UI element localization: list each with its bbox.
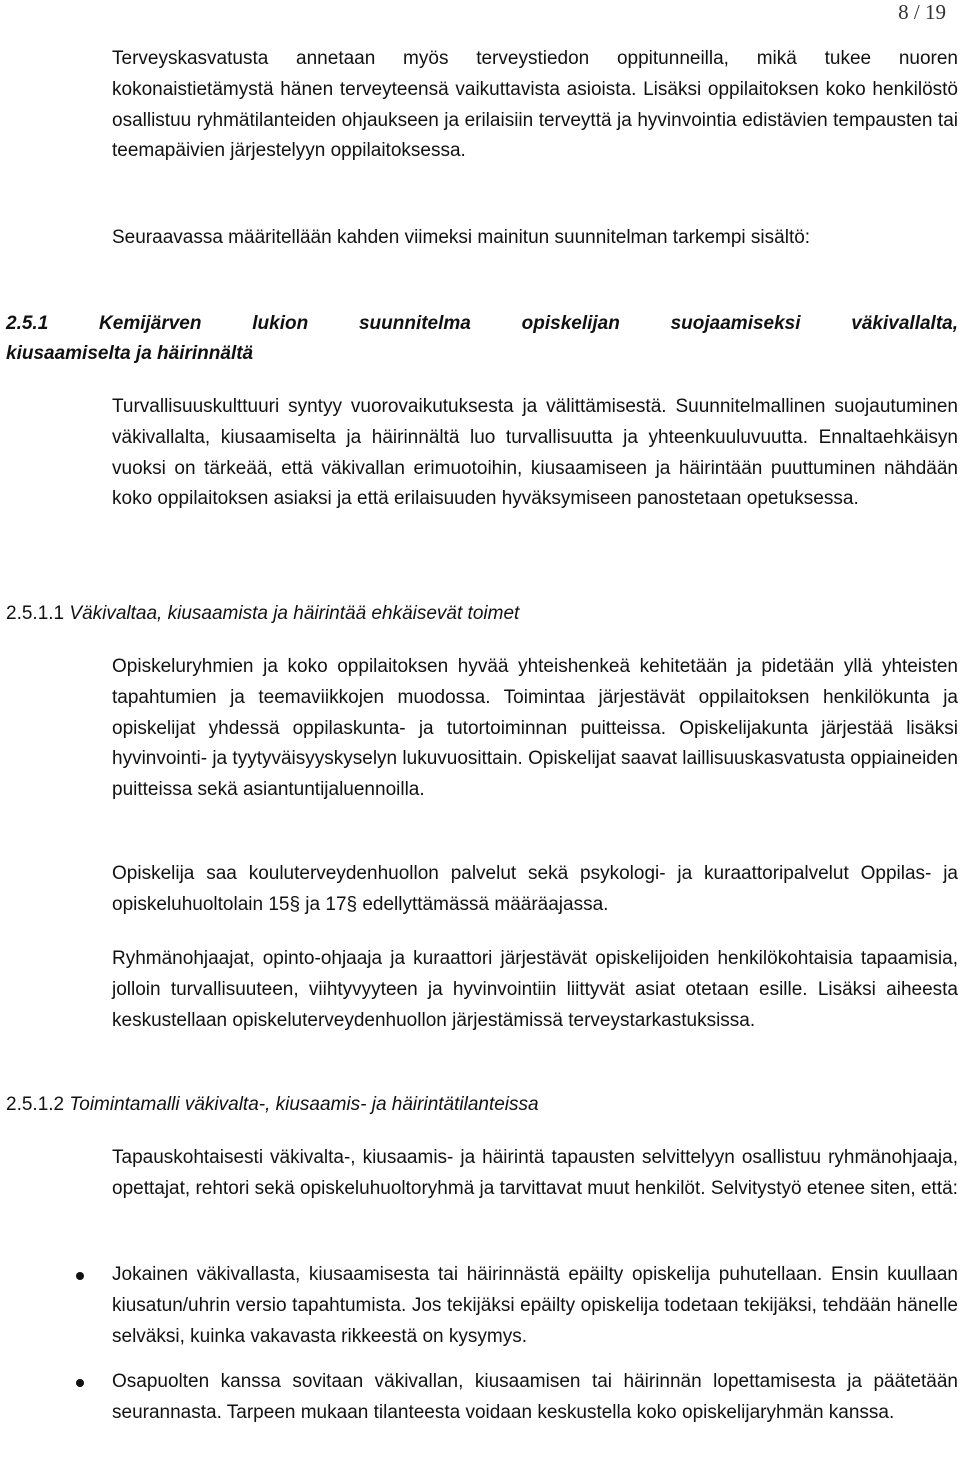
list-item: [0, 1260, 958, 1352]
section-heading-line-1: [6, 309, 958, 339]
subsection-2-5-1-2-paragraph: Tapauskohtaisesti väkivalta-, kiusaamis- ja häirintä tapausten selvittelyyn osallistuu ryhmänohjaaja, opettajat, rehtori sekä opiskeluhuoltoryhmä ja tarvittavat muut henkilöt. Selvitystyö etenee siten, että:: [112, 1147, 958, 1199]
list-item-text: Osapuolten kanssa sovitaan väkivallan, kiusaamisen tai häirinnän lopettamisesta ja päätetään seurannasta. Tarpeen mukaan tilanteesta voidaan keskustella koko opiskelijaryhmän kanssa.: [112, 1371, 958, 1424]
bullet-icon: [76, 1272, 84, 1280]
list-item-text: Jokainen väkivallasta, kiusaamisesta tai häirinnästä epäilty opiskelija puhutellaan. Ensin kuullaan kiusatun/uhrin versio tapahtumista. Jos tekijäksi epäilty opiskelija todetaan tekijäksi, tehdään hänelle selväksi, kuinka vakavasta rikkeestä on kysymys.: [112, 1264, 958, 1347]
subsection-heading-2-5-1-1: [6, 599, 958, 629]
section-heading-line-1-text: 2.5.1 Kemijärven lukion suunnitelma opiskelijan suojaamiseksi väkivallalta,: [6, 313, 958, 334]
bullet-icon: [76, 1379, 84, 1387]
subsection-title: Toimintamalli väkivalta-, kiusaamis- ja häirintätilanteissa: [69, 1094, 539, 1115]
intro-paragraph-1: Terveyskasvatusta annetaan myös terveystiedon oppitunneilla, mikä tukee nuoren kokonaistietämystä hänen terveyteensä vaikuttavista asioista. Lisäksi oppilaitoksen koko henkilöstö osallistuu ryhmätilanteiden ohjaukseen ja erilaisiin terveyttä ja hyvinvointia edistävien tempausten tai teemapäivien järjestelyyn oppilaitoksessa.: [112, 48, 958, 162]
subsection-2-5-1-1-paragraph-2: Opiskelija saa kouluterveydenhuollon palvelut sekä psykologi- ja kuraattoripalvelut Oppilas- ja opiskeluhuoltolain 15§ ja 17§ edellyttämässä määräajassa.: [112, 863, 958, 915]
section-2-5-1-paragraph: Turvallisuuskulttuuri syntyy vuorovaikutuksesta ja välittämisestä. Suunnitelmallinen suojautuminen väkivallalta, kiusaamiselta ja häirinnältä luo turvallisuutta ja yhteenkuuluvuutta. Ennaltaehkäisyn vuoksi on tärkeää, että väkivallan erimuotoihin, kiusaamiseen ja häirintään puuttuminen nähdään koko oppilaitoksen asiaksi ja että erilaisuuden hyväksymiseen panostetaan opetuksessa.: [112, 396, 958, 510]
subsection-2-5-1-1-paragraph-3: Ryhmänohjaajat, opinto-ohjaaja ja kuraattori järjestävät opiskelijoiden henkilökohtaisia tapaamisia, jolloin turvallisuuteen, viihtyvyyteen ja hyvinvointiin liittyvät asiat otetaan esille. Lisäksi aiheesta keskustellaan opiskeluterveydenhuollon järjestämissä terveystarkastuksissa.: [112, 948, 958, 1031]
subsection-title: Väkivaltaa, kiusaamista ja häirintää ehkäisevät toimet: [69, 603, 520, 624]
section-heading-line-2: kiusaamiselta ja häirinnältä: [6, 343, 254, 364]
bullet-list: [0, 1260, 958, 1429]
list-item: [0, 1367, 958, 1429]
page-number: 8 / 19: [898, 0, 946, 24]
subsection-heading-2-5-1-2: [6, 1090, 958, 1120]
subsection-number: 2.5.1.1: [6, 603, 65, 624]
section-heading-2-5-1: [6, 309, 958, 369]
subsection-number: 2.5.1.2: [6, 1094, 65, 1115]
intro-paragraph-2: Seuraavassa määritellään kahden viimeksi mainitun suunnitelman tarkempi sisältö:: [112, 227, 811, 248]
subsection-2-5-1-1-paragraph-1: Opiskeluryhmien ja koko oppilaitoksen hyvää yhteishenkeä kehitetään ja pidetään yllä yhteisten tapahtumien ja teemaviikkojen muodossa. Toimintaa järjestävät oppilaitoksen henkilökunta ja opiskelijat yhdessä oppilaskunta- ja tutortoiminnan puitteissa. Opiskelijakunta järjestää lisäksi hyvinvointi- ja tyytyväisyyskyselyn lukuvuosittain. Opiskelijat saavat laillisuuskasvatusta oppiaineiden puitteissa sekä asiantuntijaluennoilla.: [112, 656, 958, 801]
